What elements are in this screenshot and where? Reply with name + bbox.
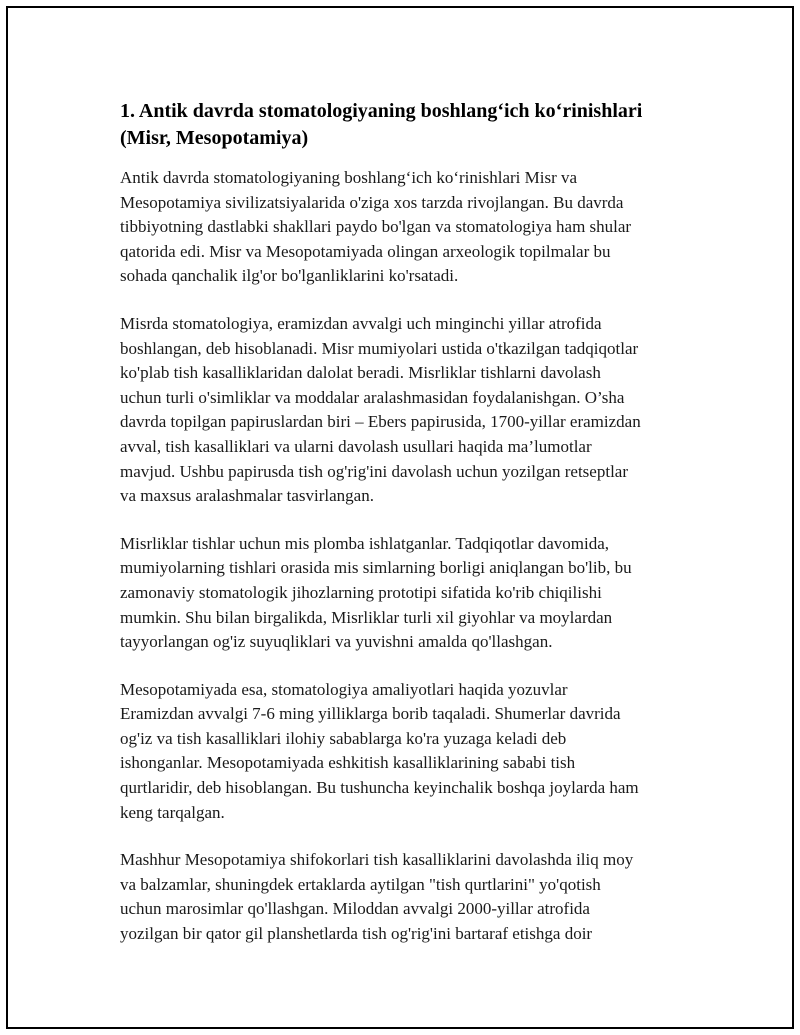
paragraph-mesopotamia: Mesopotamiyada esa, stomatologiya amaliyotlari haqida yozuvlar Eramizdan avvalgi 7-6 ming yilliklarga borib taqaladi. Shumerlar davrida og'iz va tish kasalliklari ilohiy sabablarga ko'ra yuzaga keladi deb ishonganlar. Mesopotamiyada eshkitish kasalliklarining sababi tish qurtlaridir, deb hisoblangan. Bu tushuncha keyinchalik boshqa joylarda ham keng tarqalgan.: [120, 679, 639, 822]
section-title: 1. Antik davrda stomatologiyaning boshlang‘ich ko‘rinishlari (Misr, Mesopotamiya): [120, 100, 643, 149]
document-page: [6, 6, 794, 1029]
paragraph-intro: Antik davrda stomatologiyaning boshlang‘ich ko‘rinishlari Misr va Mesopotamiya sivilizatsiyalarida o'ziga xos tarzda rivojlangan. Bu davrda tibbiyotning dastlabki shakllari paydo bo'lgan va stomatologiya ham shular qatorida edi. Misr va Mesopotamiyada olingan arxeologik topilmalar bu sohada qanchalik ilg'or bo'lganliklarini ko'rsatadi.: [120, 168, 632, 286]
paragraph-mesopotamia-healers: Mashhur Mesopotamiya shifokorlari tish kasalliklarini davolashda iliq moy va balzamlar, shuningdek ertaklarda aytilgan "tish qurtlarini" yo'qotish uchun marosimlar qo'llashgan. Miloddan avvalgi 2000-yillar atrofida yozilgan bir qator gil planshetlarda tish og'rig'ini bartaraf etishga doir: [120, 850, 634, 944]
document-body: [120, 98, 692, 970]
paragraph-egypt: Misrda stomatologiya, eramizdan avvalgi uch minginchi yillar atrofida boshlangan, deb hisoblanadi. Misr mumiyolari ustida o'tkazilgan tadqiqotlar ko'plab tish kasalliklaridan dalolat beradi. Misrliklar tishlarni davolash uchun turli o'simliklar va moddalar aralashmasidan foydalanishgan. O’sha davrda topilgan papiruslardan biri – Ebers papirusida, 1700-yillar eramizdan avval, tish kasalliklari va ularni davolash usullari haqida ma’lumotlar mavjud. Ushbu papirusda tish og'rig'ini davolash uchun yozilgan retseptlar va maxsus aralashmalar tasvirlangan.: [120, 313, 641, 506]
paragraph-egypt-fillings: Misrliklar tishlar uchun mis plomba ishlatganlar. Tadqiqotlar davomida, mumiyolarning tishlari orasida mis simlarning borligi aniqlangan bo'lib, bu zamonaviy stomatologik jihozlarning prototipi sifatida ko'rib chiqilishi mumkin. Shu bilan birgalikda, Misrliklar turli xil giyohlar va moylardan tayyorlangan og'iz suyuqliklari va yuvishni amalda qo'llashgan.: [120, 533, 632, 652]
